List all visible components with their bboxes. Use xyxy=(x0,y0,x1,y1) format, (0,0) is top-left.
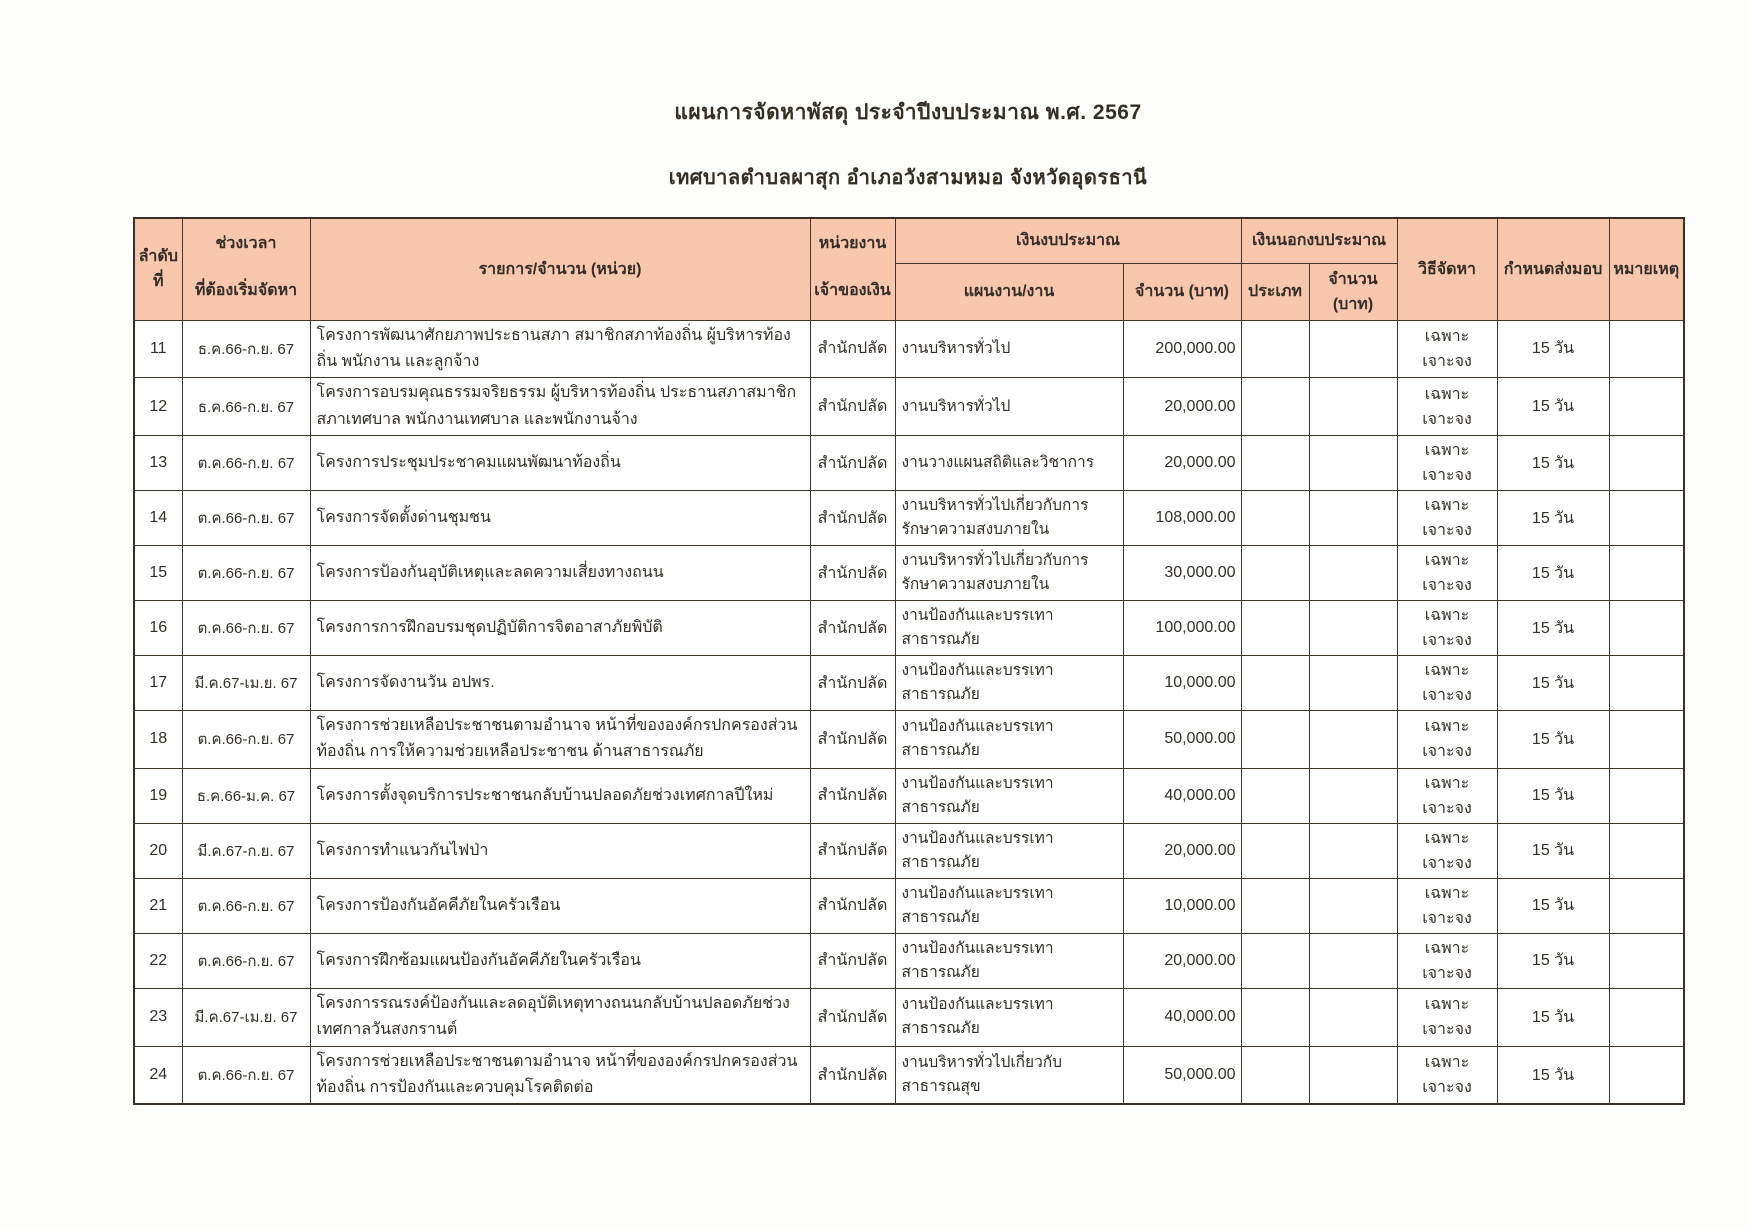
cell-method: เฉพาะเจาะจง xyxy=(1397,491,1497,546)
table-row xyxy=(134,436,1684,491)
cell-unit: สำนักปลัด xyxy=(810,546,895,601)
cell-nonbudget-amount xyxy=(1309,378,1397,436)
document-header xyxy=(133,96,1683,193)
cell-nonbudget-amount xyxy=(1309,711,1397,769)
cell-budget-amount: 100,000.00 xyxy=(1123,601,1241,656)
cell-budget-amount: 50,000.00 xyxy=(1123,1046,1241,1104)
cell-no: 17 xyxy=(134,656,182,711)
cell-nonbudget-amount xyxy=(1309,546,1397,601)
cell-period: ธ.ค.66-ม.ค. 67 xyxy=(182,768,310,823)
cell-unit: สำนักปลัด xyxy=(810,378,895,436)
cell-no: 24 xyxy=(134,1046,182,1104)
cell-nonbudget-amount xyxy=(1309,320,1397,378)
cell-item: โครงการรณรงค์ป้องกันและลดอุบัติเหตุทางถนนกลับบ้านปลอดภัยช่วงเทศกาลวันสงกรานต์ xyxy=(310,988,810,1046)
cell-delivery: 15 วัน xyxy=(1497,656,1609,711)
cell-budget-amount: 200,000.00 xyxy=(1123,320,1241,378)
cell-method: เฉพาะเจาะจง xyxy=(1397,436,1497,491)
cell-no: 22 xyxy=(134,933,182,988)
col-header-unit-line2: เจ้าของเงิน xyxy=(814,282,891,300)
cell-item: โครงการช่วยเหลือประชาชนตามอำนาจ หน้าที่ขององค์กรปกครองส่วนท้องถิ่น การให้ความช่วยเหลือประชาชน ด้านสาธารณภัย xyxy=(310,711,810,769)
cell-item: โครงการจัดตั้งด่านชุมชน xyxy=(310,491,810,546)
cell-method: เฉพาะเจาะจง xyxy=(1397,656,1497,711)
cell-unit: สำนักปลัด xyxy=(810,656,895,711)
cell-period: ธ.ค.66-ก.ย. 67 xyxy=(182,378,310,436)
cell-period: ต.ค.66-ก.ย. 67 xyxy=(182,878,310,933)
cell-budget-plan: งานป้องกันและบรรเทาสาธารณภัย xyxy=(895,768,1123,823)
cell-period: มี.ค.67-เม.ย. 67 xyxy=(182,656,310,711)
cell-delivery: 15 วัน xyxy=(1497,378,1609,436)
cell-method: เฉพาะเจาะจง xyxy=(1397,768,1497,823)
cell-period: ต.ค.66-ก.ย. 67 xyxy=(182,546,310,601)
table-row xyxy=(134,988,1684,1046)
table-row xyxy=(134,933,1684,988)
cell-no: 12 xyxy=(134,378,182,436)
cell-delivery: 15 วัน xyxy=(1497,823,1609,878)
cell-method: เฉพาะเจาะจง xyxy=(1397,378,1497,436)
cell-note xyxy=(1609,933,1684,988)
cell-nonbudget-amount xyxy=(1309,601,1397,656)
cell-note xyxy=(1609,823,1684,878)
cell-note xyxy=(1609,1046,1684,1104)
cell-period: ต.ค.66-ก.ย. 67 xyxy=(182,711,310,769)
cell-no: 23 xyxy=(134,988,182,1046)
cell-budget-plan: งานป้องกันและบรรเทาสาธารณภัย xyxy=(895,988,1123,1046)
cell-budget-plan: งานป้องกันและบรรเทาสาธารณภัย xyxy=(895,933,1123,988)
cell-unit: สำนักปลัด xyxy=(810,1046,895,1104)
cell-note xyxy=(1609,546,1684,601)
cell-no: 16 xyxy=(134,601,182,656)
cell-nonbudget-type xyxy=(1241,823,1309,878)
table-body xyxy=(134,320,1684,1104)
col-header-nonbudget-group: เงินนอกงบประมาณ xyxy=(1241,218,1397,263)
col-header-unit-line1: หน่วยงาน xyxy=(818,235,887,253)
cell-nonbudget-type xyxy=(1241,988,1309,1046)
cell-no: 15 xyxy=(134,546,182,601)
col-header-nonbudget-type: ประเภท xyxy=(1241,263,1309,320)
cell-budget-amount: 20,000.00 xyxy=(1123,933,1241,988)
col-header-budget-plan: แผนงาน/งาน xyxy=(895,263,1123,320)
cell-delivery: 15 วัน xyxy=(1497,546,1609,601)
cell-budget-plan: งานวางแผนสถิติและวิชาการ xyxy=(895,436,1123,491)
cell-item: โครงการป้องกันอุบัติเหตุและลดความเสี่ยงทางถนน xyxy=(310,546,810,601)
col-header-unit xyxy=(810,218,895,320)
cell-budget-amount: 20,000.00 xyxy=(1123,436,1241,491)
cell-budget-plan: งานป้องกันและบรรเทาสาธารณภัย xyxy=(895,878,1123,933)
cell-note xyxy=(1609,601,1684,656)
cell-budget-amount: 50,000.00 xyxy=(1123,711,1241,769)
table-row xyxy=(134,491,1684,546)
cell-method: เฉพาะเจาะจง xyxy=(1397,320,1497,378)
cell-nonbudget-amount xyxy=(1309,823,1397,878)
cell-item: โครงการป้องกันอัคคีภัยในครัวเรือน xyxy=(310,878,810,933)
cell-note xyxy=(1609,878,1684,933)
cell-delivery: 15 วัน xyxy=(1497,711,1609,769)
cell-budget-plan: งานบริหารทั่วไปเกี่ยวกับการรักษาความสงบภายใน xyxy=(895,546,1123,601)
cell-item: โครงการพัฒนาศักยภาพประธานสภา สมาชิกสภาท้องถิ่น ผู้บริหารท้องถิ่น พนักงาน และลูกจ้าง xyxy=(310,320,810,378)
cell-method: เฉพาะเจาะจง xyxy=(1397,878,1497,933)
cell-nonbudget-amount xyxy=(1309,436,1397,491)
cell-budget-plan: งานบริหารทั่วไป xyxy=(895,378,1123,436)
cell-budget-amount: 10,000.00 xyxy=(1123,656,1241,711)
cell-note xyxy=(1609,768,1684,823)
cell-nonbudget-type xyxy=(1241,601,1309,656)
cell-method: เฉพาะเจาะจง xyxy=(1397,1046,1497,1104)
cell-note xyxy=(1609,436,1684,491)
cell-nonbudget-amount xyxy=(1309,768,1397,823)
cell-unit: สำนักปลัด xyxy=(810,601,895,656)
cell-budget-plan: งานป้องกันและบรรเทาสาธารณภัย xyxy=(895,711,1123,769)
cell-nonbudget-amount xyxy=(1309,1046,1397,1104)
table-row xyxy=(134,378,1684,436)
cell-item: โครงการอบรมคุณธรรมจริยธรรม ผู้บริหารท้องถิ่น ประธานสภาสมาชิกสภาเทศบาล พนักงานเทศบาล และพนักงานจ้าง xyxy=(310,378,810,436)
cell-item: โครงการจัดงานวัน อปพร. xyxy=(310,656,810,711)
cell-budget-amount: 20,000.00 xyxy=(1123,378,1241,436)
cell-item: โครงการตั้งจุดบริการประชาชนกลับบ้านปลอดภัยช่วงเทศกาลปีใหม่ xyxy=(310,768,810,823)
cell-nonbudget-type xyxy=(1241,933,1309,988)
cell-budget-plan: งานป้องกันและบรรเทาสาธารณภัย xyxy=(895,823,1123,878)
table-row xyxy=(134,768,1684,823)
cell-note xyxy=(1609,320,1684,378)
cell-delivery: 15 วัน xyxy=(1497,878,1609,933)
cell-no: 13 xyxy=(134,436,182,491)
cell-item: โครงการการฝึกอบรมชุดปฏิบัติการจิตอาสาภัยพิบัติ xyxy=(310,601,810,656)
cell-period: ต.ค.66-ก.ย. 67 xyxy=(182,933,310,988)
cell-period: ต.ค.66-ก.ย. 67 xyxy=(182,1046,310,1104)
cell-item: โครงการฝึกซ้อมแผนป้องกันอัคคีภัยในครัวเรือน xyxy=(310,933,810,988)
cell-unit: สำนักปลัด xyxy=(810,988,895,1046)
cell-nonbudget-amount xyxy=(1309,988,1397,1046)
col-header-budget-group: เงินงบประมาณ xyxy=(895,218,1241,263)
cell-period: ธ.ค.66-ก.ย. 67 xyxy=(182,320,310,378)
col-header-note: หมายเหตุ xyxy=(1609,218,1684,320)
cell-method: เฉพาะเจาะจง xyxy=(1397,823,1497,878)
cell-item: โครงการทำแนวกันไฟป่า xyxy=(310,823,810,878)
cell-delivery: 15 วัน xyxy=(1497,436,1609,491)
col-header-delivery: กำหนดส่งมอบ xyxy=(1497,218,1609,320)
cell-note xyxy=(1609,378,1684,436)
cell-nonbudget-type xyxy=(1241,436,1309,491)
cell-item: โครงการประชุมประชาคมแผนพัฒนาท้องถิ่น xyxy=(310,436,810,491)
cell-no: 21 xyxy=(134,878,182,933)
cell-nonbudget-type xyxy=(1241,546,1309,601)
col-header-period-line2: ที่ต้องเริ่มจัดหา xyxy=(194,282,298,300)
col-header-period xyxy=(182,218,310,320)
cell-budget-plan: งานบริหารทั่วไปเกี่ยวกับสาธารณสุข xyxy=(895,1046,1123,1104)
cell-nonbudget-type xyxy=(1241,491,1309,546)
table-row xyxy=(134,823,1684,878)
cell-budget-plan: งานป้องกันและบรรเทาสาธารณภัย xyxy=(895,656,1123,711)
col-header-method: วิธีจัดหา xyxy=(1397,218,1497,320)
cell-budget-amount: 40,000.00 xyxy=(1123,988,1241,1046)
cell-method: เฉพาะเจาะจง xyxy=(1397,601,1497,656)
cell-delivery: 15 วัน xyxy=(1497,768,1609,823)
cell-delivery: 15 วัน xyxy=(1497,601,1609,656)
table-row xyxy=(134,320,1684,378)
cell-nonbudget-type xyxy=(1241,378,1309,436)
table-row xyxy=(134,656,1684,711)
cell-no: 18 xyxy=(134,711,182,769)
cell-unit: สำนักปลัด xyxy=(810,436,895,491)
cell-nonbudget-amount xyxy=(1309,656,1397,711)
cell-budget-amount: 108,000.00 xyxy=(1123,491,1241,546)
page-subtitle: เทศบาลตำบลผาสุก อำเภอวังสามหมอ จังหวัดอุดรธานี xyxy=(668,167,1148,189)
cell-nonbudget-type xyxy=(1241,320,1309,378)
col-header-nonbudget-amount: จำนวน (บาท) xyxy=(1309,263,1397,320)
cell-nonbudget-type xyxy=(1241,656,1309,711)
cell-unit: สำนักปลัด xyxy=(810,320,895,378)
cell-unit: สำนักปลัด xyxy=(810,768,895,823)
cell-delivery: 15 วัน xyxy=(1497,1046,1609,1104)
cell-period: ต.ค.66-ก.ย. 67 xyxy=(182,436,310,491)
cell-period: มี.ค.67-ก.ย. 67 xyxy=(182,823,310,878)
cell-nonbudget-type xyxy=(1241,768,1309,823)
cell-no: 20 xyxy=(134,823,182,878)
cell-budget-plan: งานบริหารทั่วไป xyxy=(895,320,1123,378)
cell-no: 11 xyxy=(134,320,182,378)
cell-method: เฉพาะเจาะจง xyxy=(1397,988,1497,1046)
col-header-item: รายการ/จำนวน (หน่วย) xyxy=(310,218,810,320)
cell-method: เฉพาะเจาะจง xyxy=(1397,933,1497,988)
cell-no: 14 xyxy=(134,491,182,546)
cell-budget-amount: 30,000.00 xyxy=(1123,546,1241,601)
cell-unit: สำนักปลัด xyxy=(810,711,895,769)
cell-period: มี.ค.67-เม.ย. 67 xyxy=(182,988,310,1046)
cell-no: 19 xyxy=(134,768,182,823)
cell-method: เฉพาะเจาะจง xyxy=(1397,711,1497,769)
table-row xyxy=(134,1046,1684,1104)
table-header xyxy=(134,218,1684,320)
cell-unit: สำนักปลัด xyxy=(810,491,895,546)
cell-delivery: 15 วัน xyxy=(1497,933,1609,988)
table-row xyxy=(134,601,1684,656)
cell-note xyxy=(1609,656,1684,711)
cell-note xyxy=(1609,988,1684,1046)
cell-unit: สำนักปลัด xyxy=(810,823,895,878)
cell-period: ต.ค.66-ก.ย. 67 xyxy=(182,601,310,656)
table-row xyxy=(134,878,1684,933)
cell-item: โครงการช่วยเหลือประชาชนตามอำนาจ หน้าที่ขององค์กรปกครองส่วนท้องถิ่น การป้องกันและควบคุมโรคติดต่อ xyxy=(310,1046,810,1104)
cell-budget-amount: 10,000.00 xyxy=(1123,878,1241,933)
cell-nonbudget-type xyxy=(1241,1046,1309,1104)
col-header-period-line1: ช่วงเวลา xyxy=(215,235,277,253)
cell-delivery: 15 วัน xyxy=(1497,988,1609,1046)
cell-nonbudget-type xyxy=(1241,711,1309,769)
col-header-no: ลำดับที่ xyxy=(134,218,182,320)
cell-method: เฉพาะเจาะจง xyxy=(1397,546,1497,601)
cell-delivery: 15 วัน xyxy=(1497,491,1609,546)
cell-budget-amount: 40,000.00 xyxy=(1123,768,1241,823)
cell-unit: สำนักปลัด xyxy=(810,878,895,933)
cell-budget-plan: งานป้องกันและบรรเทาสาธารณภัย xyxy=(895,601,1123,656)
cell-unit: สำนักปลัด xyxy=(810,933,895,988)
cell-budget-plan: งานบริหารทั่วไปเกี่ยวกับการรักษาความสงบภายใน xyxy=(895,491,1123,546)
table-row xyxy=(134,711,1684,769)
cell-note xyxy=(1609,491,1684,546)
cell-nonbudget-type xyxy=(1241,878,1309,933)
table-row xyxy=(134,546,1684,601)
cell-nonbudget-amount xyxy=(1309,491,1397,546)
cell-period: ต.ค.66-ก.ย. 67 xyxy=(182,491,310,546)
cell-nonbudget-amount xyxy=(1309,933,1397,988)
col-header-budget-amount: จำนวน (บาท) xyxy=(1123,263,1241,320)
cell-budget-amount: 20,000.00 xyxy=(1123,823,1241,878)
cell-nonbudget-amount xyxy=(1309,878,1397,933)
cell-note xyxy=(1609,711,1684,769)
procurement-plan-table xyxy=(133,217,1685,1105)
cell-delivery: 15 วัน xyxy=(1497,320,1609,378)
page-title: แผนการจัดหาพัสดุ ประจำปีงบประมาณ พ.ศ. 2567 xyxy=(674,101,1142,124)
